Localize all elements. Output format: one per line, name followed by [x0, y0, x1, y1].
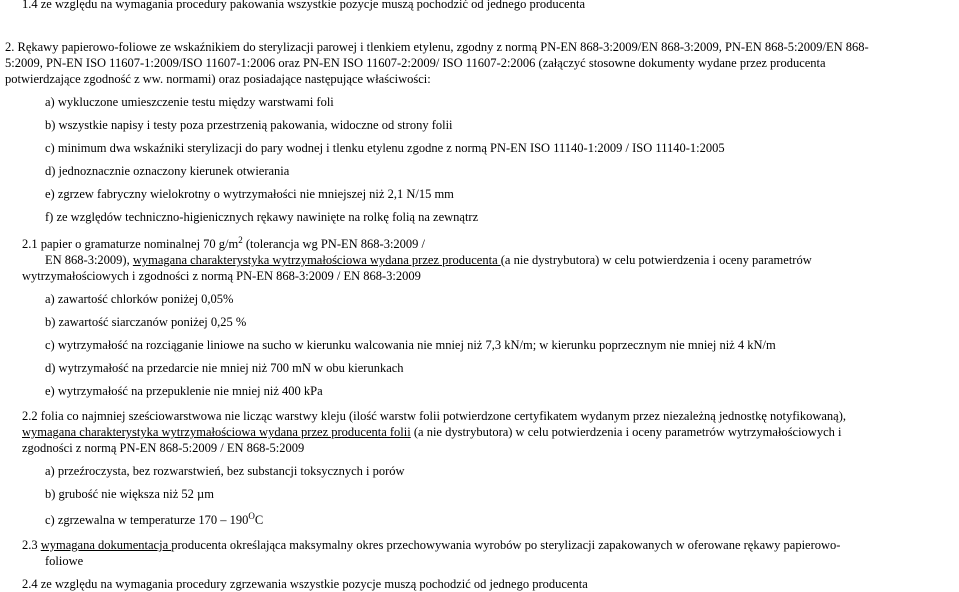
section-2-line-3: potwierdzające zgodność z ww. normami) oraz posiadające następujące właściwości:	[5, 72, 431, 86]
section-2-1-line-2: EN 868-3:2009), wymagana charakterystyka wytrzymałościowa wydana przez producenta (a nie dystrybutora) w celu potwierdzenia i oceny parametrów	[45, 253, 812, 267]
section-2-item-c: c) minimum dwa wskaźniki sterylizacji do pary wodnej i tlenku etylenu zgodne z normą PN-EN ISO 11140-1:2009 / ISO 11140-1:2005	[45, 141, 725, 155]
section-2-item-a: a) wykluczone umieszczenie testu między warstwami foli	[45, 95, 334, 109]
section-2-1-item-a: a) zawartość chlorków poniżej 0,05%	[45, 292, 234, 306]
section-2-1-line-3: wytrzymałościowych i zgodności z normą PN-EN 868-3:2009 / EN 868-3:2009	[22, 269, 421, 283]
section-2-1-item-e: e) wytrzymałość na przepuklenie nie mniej niż 400 kPa	[45, 384, 323, 398]
section-2-1-item-d: d) wytrzymałość na przedarcie nie mniej niż 700 mN w obu kierunkach	[45, 361, 404, 375]
section-2-2-item-c: c) zgrzewalna w temperaturze $170 - 190^OC$	[45, 511, 264, 527]
section-2-1-item-c: c) wytrzymałość na rozciąganie liniowe na sucho w kierunku walcowania nie mniej niż 7,3 kN/m; w kierunku poprzecznym nie mniej niż 4 kN/m	[45, 338, 776, 352]
section-2-2-line-3: zgodności z normą PN-EN 868-5:2009 / EN 868-5:2009	[22, 441, 305, 455]
section-2-item-b: b) wszystkie napisy i testy poza przestrzenią pakowania, widoczne od strony folii	[45, 118, 453, 132]
section-2-2-line-2: wymagana charakterystyka wytrzymałościowa wydana przez producenta folii (a nie dystrybutora) w celu potwierdzenia i oceny parametrów wytrzymałościowych i	[22, 425, 842, 439]
section-2-line-2: 5:2009, PN-EN ISO 11607-1:2009/ISO 11607-1:2006 oraz PN-EN ISO 11607-2:2009/ ISO 11607-2:2006 (załączyć stosowne dokumenty wydane przez producenta	[5, 56, 826, 70]
item-2-4: 2.4 ze względu na wymagania procedury zgrzewania wszystkie pozycje muszą pochodzić od jednego producenta	[22, 577, 588, 591]
section-2-item-f: f) ze względów techniczno-higienicznych rękawy nawinięte na rolkę folią na zewnątrz	[45, 210, 479, 224]
item-1-4: 1.4 ze względu na wymagania procedury pakowania wszystkie pozycje muszą pochodzić od jednego producenta	[22, 0, 585, 11]
section-2-2-item-a: a) przeźroczysta, bez rozwarstwień, bez substancji toksycznych i porów	[45, 464, 405, 478]
section-2-3-line-1: 2.3 wymagana dokumentacja producenta określająca maksymalny okres przechowywania wyrobów po sterylizacji zapakowanych w oferowane rękawy papierowo-	[22, 538, 841, 552]
section-2-1-line-1: 2.1 papier o gramaturze nominalnej 70 $g/m^2$ (tolerancja wg PN-EN 868-3:2009 /	[22, 235, 426, 251]
section-2-2-line-1: 2.2 folia co najmniej sześciowarstwowa nie licząc warstwy kleju (ilość warstw folii potwierdzone certyfikatem wydanym przez niezależną jednostkę notyfikowaną),	[22, 409, 847, 423]
section-2-1-item-b: b) zawartość siarczanów poniżej 0,25 %	[45, 315, 247, 329]
section-2-line-1: 2. Rękawy papierowo-foliowe ze wskaźnikiem do sterylizacji parowej i tlenkiem etylenu, zgodny z normą PN-EN 868-3:2009/EN 868-3:2009, PN-EN 868-5:2009/EN 868-	[5, 40, 869, 54]
section-2-item-d: d) jednoznacznie oznaczony kierunek otwierania	[45, 164, 290, 178]
section-2-2-item-b: b) grubość nie większa niż 52 µm	[45, 487, 214, 501]
section-2-3-line-2: foliowe	[45, 554, 84, 568]
section-2-item-e: e) zgrzew fabryczny wielokrotny o wytrzymałości nie mniejszej niż 2,1 N/15 mm	[45, 187, 454, 201]
